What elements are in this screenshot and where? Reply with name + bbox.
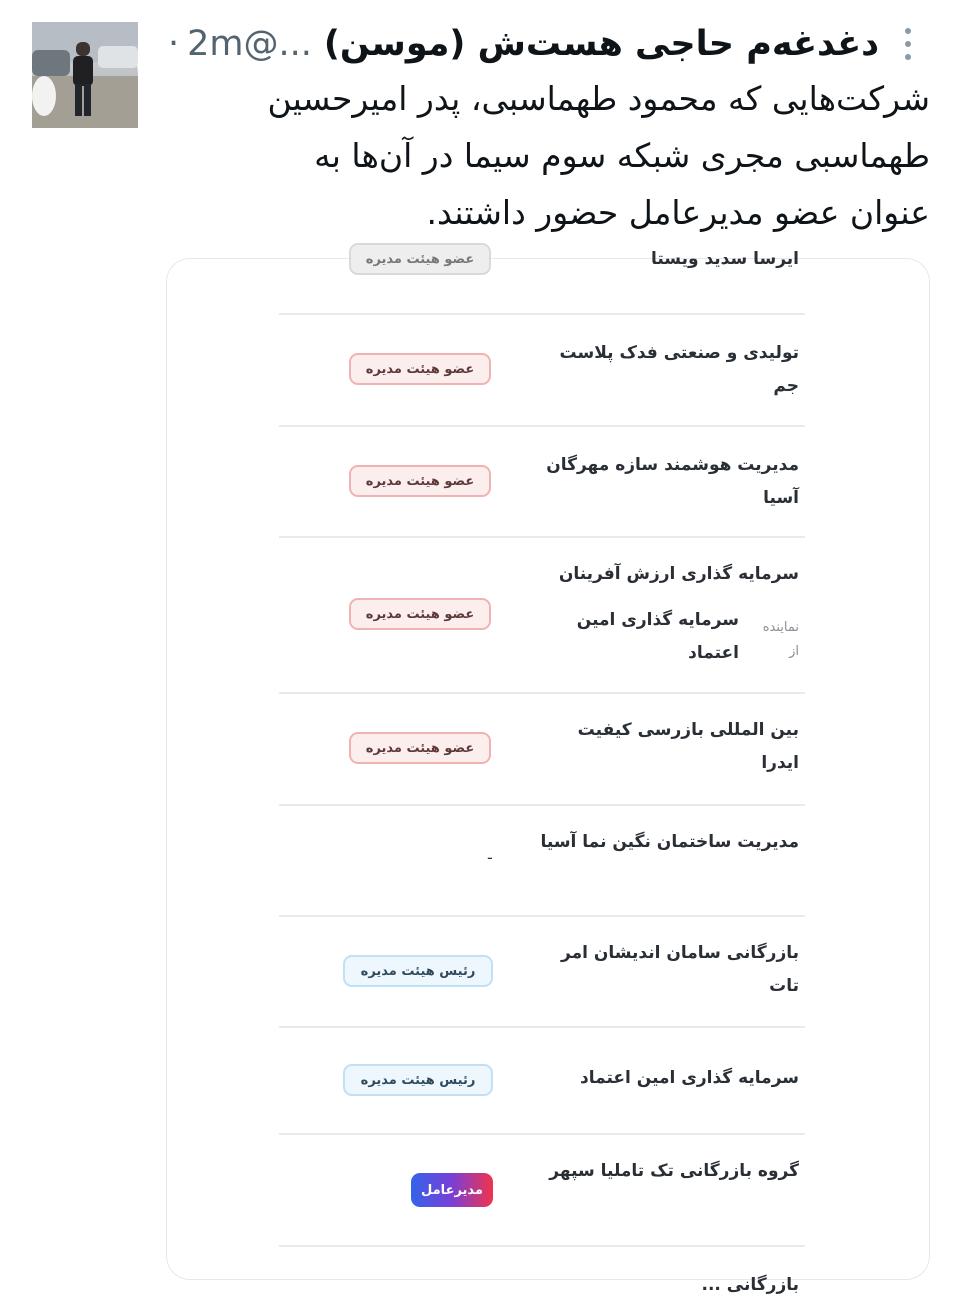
role-badge: عضو هیئت مدیره	[349, 465, 491, 497]
more-options-icon[interactable]	[898, 24, 918, 64]
company-name: بازرگانی سامان اندیشان امر تات	[561, 943, 799, 996]
role-badge: رئیس هیئت مدیره	[343, 1064, 493, 1096]
avatar[interactable]	[32, 22, 138, 128]
company-name: ایرسا سدید ویستا	[650, 249, 799, 269]
role-badge: رئیس هیئت مدیره	[343, 955, 493, 987]
tweet-text: شرکت‌هایی که محمود طهماسبی، پدر امیرحسین طهماسبی مجری شبکه سوم سیما در آن‌ها به عنوان عضو مدیرعامل حضور داشتند.	[267, 79, 930, 232]
role-badge: عضو هیئت مدیره	[349, 243, 491, 275]
tweet-header	[160, 16, 880, 72]
company-name: بین المللی بازرسی کیفیت ایدرا	[577, 720, 799, 773]
role-badge: مدیرعامل	[411, 1173, 493, 1207]
company-row	[279, 245, 805, 315]
media-image[interactable]	[166, 249, 930, 1295]
representative-company: سرمایه گذاری امین اعتماد	[576, 610, 739, 663]
company-row	[279, 694, 805, 806]
company-name: مدیریت هوشمند سازه مهرگان آسیا	[546, 455, 799, 508]
avatar-photo-icon	[32, 22, 138, 128]
meta-group	[160, 24, 312, 64]
timestamp[interactable]: 2m	[187, 24, 244, 64]
company-row	[279, 315, 805, 427]
company-row	[279, 917, 805, 1028]
separator-dot: ·	[168, 24, 180, 64]
company-name: بازرگانی ...	[701, 1275, 799, 1295]
company-row	[279, 1247, 805, 1307]
display-name[interactable]: دغدغه‌م حاجی هست‌ش (موسن)	[323, 24, 880, 64]
company-name: تولیدی و صنعتی فدک پلاست جم	[559, 343, 799, 396]
company-row	[279, 538, 805, 694]
company-row	[279, 1028, 805, 1135]
role-badge: عضو هیئت مدیره	[349, 353, 491, 385]
representative-label: نماینده از	[762, 620, 799, 659]
company-name: مدیریت ساختمان نگین نما آسیا	[540, 832, 799, 852]
company-name: سرمایه گذاری ارزش آفرینان	[558, 564, 799, 584]
company-row	[279, 1135, 805, 1247]
company-name: سرمایه گذاری امین اعتماد	[579, 1068, 799, 1088]
role-badge: عضو هیئت مدیره	[349, 598, 491, 630]
role-empty: -	[487, 848, 493, 867]
company-row	[279, 427, 805, 538]
company-row	[279, 806, 805, 917]
user-handle[interactable]: @...	[243, 24, 312, 64]
role-badge: عضو هیئت مدیره	[349, 732, 491, 764]
company-name: گروه بازرگانی تک تاملیا سپهر	[549, 1161, 799, 1181]
company-list	[279, 245, 805, 1307]
